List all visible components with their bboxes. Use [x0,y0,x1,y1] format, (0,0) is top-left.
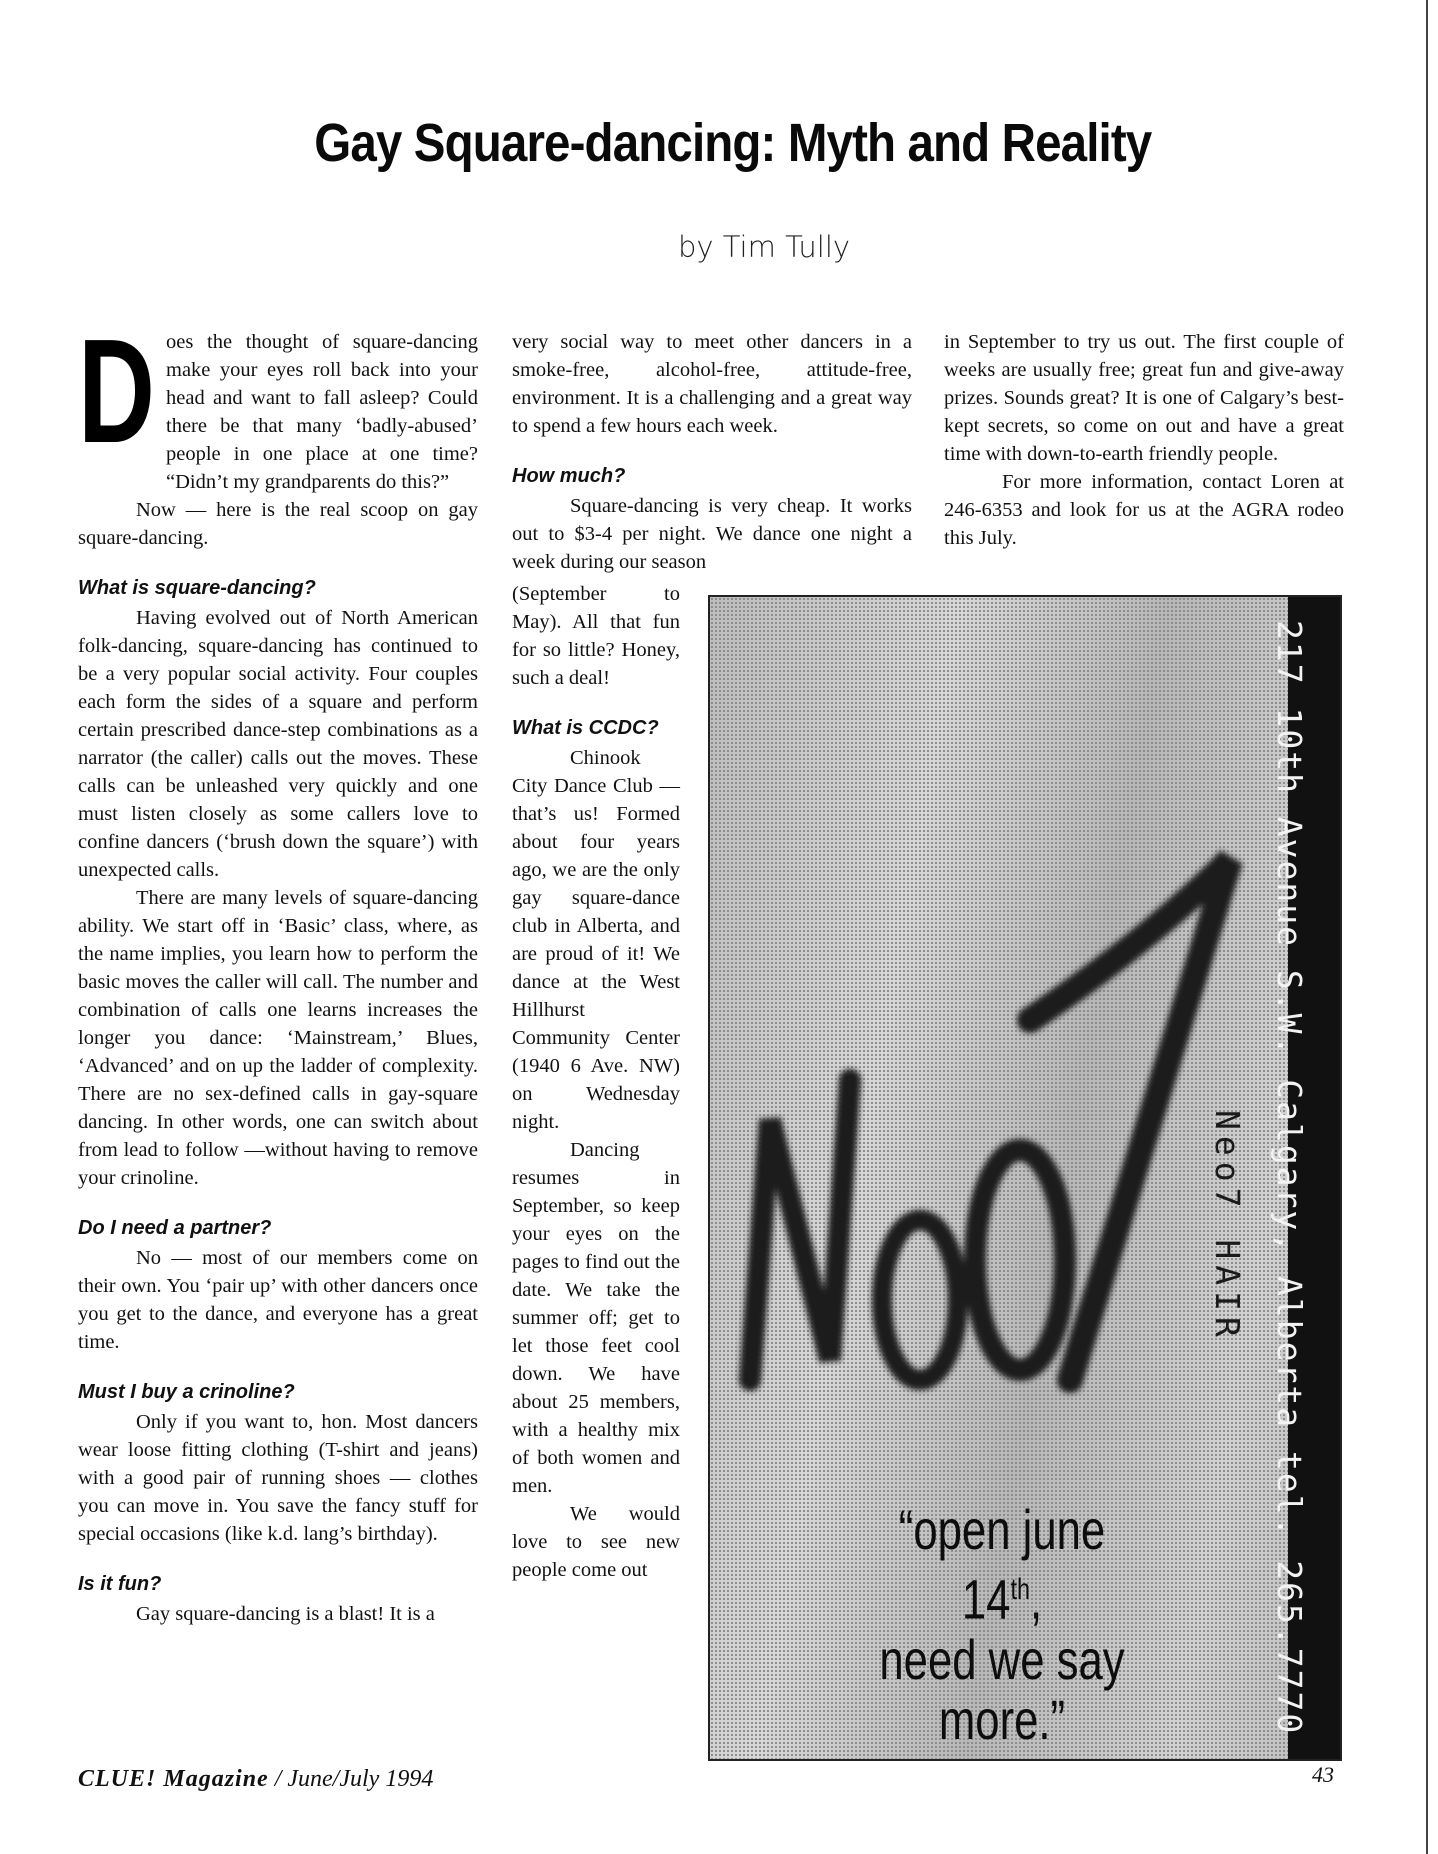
heading-what-is-ccdc: What is CCDC? [512,717,659,739]
ccdc-paragraph-1: Chinook City Dance Club — that’s us! Formed about four years ago, we are the only gay square-dance club in Alberta, and are proud of it! We dance at the West Hillhurst Community Center (1940 6 Ave. NW) on Wednesday night. [512,747,680,1133]
partner-paragraph: No — most of our members come on their own. You ‘pair up’ with other dancers once you get to the dance, and everyone has a great time. [78,1247,478,1353]
neo7-logo-image [730,820,1250,1440]
how-much-continued: (September to May). All that fun for so little? Honey, such a deal! [512,583,680,689]
how-much-paragraph: Square-dancing is very cheap. It works out to $3-4 per night. We dance one night a week during our season [512,495,912,573]
ad-address: 217 10th Avenue S.W. Calgary, Alberta tel. 265.7770 [1270,620,1309,1736]
contact-paragraph: For more information, contact Loren at 246-6353 and look for us at the AGRA rodeo this July. [944,471,1344,549]
page-edge-rule [1426,0,1428,1854]
page-number: 43 [1312,1762,1334,1787]
column-2-narrow [512,580,680,1584]
quote-superscript: th [1010,1573,1030,1606]
logo-stroke-o [975,1150,1065,1370]
logo-stroke-e [882,1220,958,1380]
byline: by Tim Tully [677,230,851,264]
article-title: Gay Square-dancing: Myth and Reality [314,113,1152,173]
column-2 [512,328,912,576]
social-paragraph: very social way to meet other dancers in a smoke-free, alcohol-free, attitude-free, environment. It is a challenging and a great way to spend a few hours each week. [512,331,912,437]
heading-what-is-square-dancing: What is square-dancing? [78,577,316,599]
what-paragraph-2: There are many levels of square-dancing ability. We start off in ‘Basic’ class, where, as the name implies, you learn how to perform the basic moves the caller will call. The number and combination of calls one learns increases the longer you dance: ‘Mainstream,’ Blues, ‘Advanced’ and on up the ladder of complexity. There are no sex-defined calls in gay-square dancing. In other words, one can switch about from lead to follow —without having to remove your crinoline. [78,887,478,1189]
column-1 [78,309,478,1628]
ad-brand-name: Neo7 HAIR [1208,1110,1247,1343]
logo-stroke-n [750,1080,850,1380]
quote-line-1: “open june 14 [898,1498,1106,1631]
crinoline-paragraph: Only if you want to, hon. Most dancers wear loose fitting clothing (T-shirt and jeans) with a good pair of running shoes — clothes you can move in. You save the fancy stuff for special occasions (like k.d. lang’s birthday). [78,1411,478,1545]
ccdc-paragraph-3: We would love to see new people come out [512,1503,680,1581]
heading-how-much: How much? [512,465,626,487]
ad-quote [854,1500,1150,1750]
column-3 [944,328,1344,552]
logo-text: Neo7 [988,1420,992,1421]
fun-paragraph: Gay square-dancing is a blast! It is a [136,1603,435,1625]
intro-paragraph-2: Now — here is the real scoop on gay square-dancing. [78,499,478,549]
quote-line-2: need we say [879,1627,1125,1691]
magazine-name: CLUE! Magazine [78,1766,269,1792]
heading-is-it-fun: Is it fun? [78,1573,162,1595]
intro-paragraph: oes the thought of square-dancing make your eyes roll back into your head and want to fall asleep? Could there be that many ‘badly-abused’ people in one place at one time? “Didn’t my grandparents do this?” [166,331,478,493]
quote-line-1-end: , [1029,1567,1043,1631]
drop-cap: D [78,309,155,474]
what-paragraph-1: Having evolved out of North American folk-dancing, square-dancing has continued to be a very popular social activity. Four couples each form the sides of a square and perform certain prescribed dance-step combinations as a narrator (the caller) calls out the moves. These calls can be unleashed very quickly and one must listen closely as some callers love to confine dancers (‘brush down the square’) with unexpected calls. [78,607,478,881]
heading-partner: Do I need a partner? [78,1217,272,1239]
heading-crinoline: Must I buy a crinoline? [78,1381,295,1403]
footer-credit [78,1766,433,1793]
try-us-out-paragraph: in September to try us out. The first couple of weeks are usually free; great fun and give-away prizes. Sounds great? It is one of Calgary’s best-kept secrets, so come on out and have a great time with down-to-earth friendly people. [944,331,1344,465]
ccdc-paragraph-2: Dancing resumes in September, so keep your eyes on the pages to find out the date. We take the summer off; get to let those feet cool down. We have about 25 members, with a healthy mix of both women and men. [512,1139,680,1497]
issue-date: / June/July 1994 [274,1766,434,1792]
quote-line-3: more.” [938,1687,1066,1751]
